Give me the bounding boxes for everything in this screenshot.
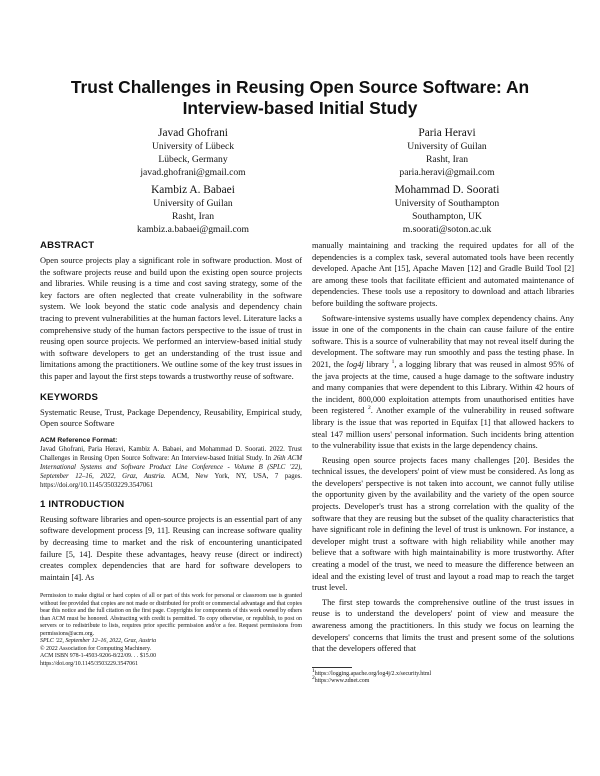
body-paragraph-3: Reusing open source projects faces many challenges [20]. Besides the technical issues, the developers' point of view must be considered. As long as the developers' perspective is not taken into account, we cannot fully utilise the opportunity given by the availability and the variety of the open source projects. Developer's trust has a strong correlation with the quality of the software that they are reusing but the subset of the quality characteristics that have significant role in defining the level of trust is unknown. For instance, a developer might trust a software with high reliability while another may believe that a software with high maintainability is more trustworthy. After creating a model of the trust, we need to measure the difference between an ideal and the existing level of trust and layout a road map to reach the target trust level.: [312, 455, 574, 593]
acm-reference-heading: ACM Reference Format:: [40, 436, 118, 444]
author-name: Mohammad D. Soorati: [394, 184, 500, 196]
paper-title-line-2: Interview-based Initial Study: [182, 98, 418, 118]
doi-line: https://doi.org/10.1145/3503229.3547061: [40, 660, 139, 667]
paper-title-line-1: Trust Challenges in Reusing Open Source Software: An: [70, 77, 530, 97]
copyright-line: © 2022 Association for Computing Machinery.: [40, 645, 152, 652]
author-email: javad.ghofrani@gmail.com: [140, 166, 246, 178]
left-column: [40, 240, 302, 668]
author-name: Kambiz A. Babaei: [151, 184, 235, 196]
paragraph-2-part-b: library: [363, 359, 392, 369]
author-affiliation: University of Southampton: [394, 198, 500, 209]
permission-venue: [40, 638, 302, 646]
footnote-url[interactable]: https://www.zdnet.com: [314, 678, 370, 685]
acm-reference-venue: 26th ACM International Systems and Software Product Line Conference - Volume B (SPLC '22), September 12–16, 2022, Graz, Austria.: [40, 454, 302, 480]
acm-reference-tail: ACM, New York, NY, USA, 7 pages. https://doi.org/10.1145/3503229.3547061: [40, 472, 302, 489]
footnote-2: [312, 675, 574, 686]
body-paragraph-1: manually maintaining and tracking the required updates for all of the dependencies is a complex task, several automated tools have been recently developed. Apache Ant [15], Apache Maven [12] and Gradle Build Tool [2] are among these tools that facilitate efficient and automated maintenance of dependencies. These tools use a repository to download and attach libraries before building the software projects.: [312, 241, 574, 308]
author-email: kambiz.a.babaei@gmail.com: [137, 223, 249, 235]
footnote-divider: [312, 667, 352, 668]
log4j-library-name: log4j: [346, 359, 364, 369]
right-column: [312, 240, 574, 686]
author-block-2: [342, 126, 552, 179]
permission-notice: Permission to make digital or hard copies of all or part of this work for personal or classroom use is granted without fee provided that copies are not made or distributed for profit or commercial advantage and that copies bear this notice and the full citation on the first page. Copyrights for components of this work owned by others than ACM must be honored. Abstracting with credit is permitted. To copy otherwise, or republish, to post on servers or to redistribute to lists, requires prior specific permission and/or a fee. Request permissions from permissions@acm.org.: [40, 593, 302, 637]
abstract-text: Open source projects play a significant role in software production. Most of the software projects reuse and build upon the existing open source projects and libraries. While reusing is a time and cost saving strategy, some of the key factors are often neglected that create vulnerability in the software system. We look beyond the static code analysis and dependency chain tracing to prevent vulnerabilities at the human factors level. Literature lacks a comprehensive study of the human factors perspective to the issue of trust in reusing open source projects. We performed an interview-based initial study with software developers to get an understanding of the trust issue and limitations among the practitioners. We outline some of the key trust issues in this paper and layout the first steps towards a trustworthy reuse of software.: [40, 256, 302, 381]
author-affiliation: University of Lübeck: [151, 141, 235, 152]
footnote-number: 1: [312, 667, 315, 674]
footnote-marker-2[interactable]: 2: [367, 405, 371, 412]
acm-reference-authors: Javad Ghofrani, Paria Heravi, Kambiz A. Babaei, and Mohammad D. Soorati. 2022. Trust Challenges in Reusing Open Source Software: An Interview-based Initial Study. In: [40, 445, 302, 462]
author-block-4: [342, 183, 552, 236]
author-block-3: [88, 183, 298, 236]
author-location: Rasht, Iran: [425, 153, 469, 165]
author-name: Paria Heravi: [418, 127, 476, 139]
footnote-url[interactable]: https://logging.apache.org/log4j/2.x/security.html: [314, 670, 432, 677]
body-paragraph-4: The first step towards the comprehensive outline of the trust issues in reuse is to understand the developers' point of view and measure the awareness among the practitioners. In this study we focus on learning the developers' concerns that limits the trust and present some of the solutions that the developers offered that: [312, 597, 574, 654]
author-location: Lübeck, Germany: [158, 153, 228, 165]
paper-title: [40, 77, 560, 119]
author-affiliation: University of Guilan: [153, 198, 233, 209]
abstract-heading: ABSTRACT: [40, 240, 95, 251]
author-email: paria.heravi@gmail.com: [399, 166, 495, 178]
permission-venue-text: SPLC '22, September 12–16, 2022, Graz, Austria: [40, 638, 157, 645]
keywords-heading: KEYWORDS: [40, 391, 99, 403]
body-paragraph-2: [312, 313, 574, 452]
author-email: m.soorati@soton.ac.uk: [402, 223, 492, 235]
paragraph-2-part-c: , a logging library that was reused in almost 95% of the java projects at the time, caused a huge damage to the software industry and many companies that were dependent to this Library. Within 42 hours of the incident, 800,000 exploitation attempts from unauthorised entities have been registered: [312, 359, 574, 416]
introduction-text: Reusing software libraries and open-source projects is an essential part of any software development process [9, 11]. Reusing can increase software quality by decreasing time to market and the risk of encountering unanticipated failure [5, 14]. Despite these advantages, heavy reuse (direct or indirect) creates complex dependencies that are hard for software developers to maintain [4]. As: [40, 514, 302, 582]
paragraph-2-part-d: . Another example of the vulnerability in reused software library is the issue that was reported in Equifax [1] that allowed hackers to steal 147 million users' personal information. Such incidents bring attention to the vulnerability issue that exists in the large dependency chains.: [312, 406, 574, 451]
footnote-marker-1[interactable]: 1: [391, 359, 395, 366]
author-affiliation: University of Guilan: [407, 141, 487, 152]
acm-reference-text: [40, 445, 302, 490]
paragraph-2-part-a: Software-intensive systems usually have complex dependency chains. Any issue in one of the components in the chain can cause failure of the entire software. This is a source of vulnerability that may not reveal itself during the development. The software may run smoothly and pass the testing phase. In 2021, the: [312, 313, 574, 369]
isbn-line: ACM ISBN 978-1-4503-9206-8/22/09. . . $15.00: [40, 653, 157, 660]
introduction-heading: 1 INTRODUCTION: [40, 498, 125, 510]
footnote-number: 2: [312, 675, 315, 682]
keywords-text: Systematic Reuse, Trust, Package Dependency, Reusability, Empirical study, Open source Software: [40, 407, 302, 429]
author-location: Southampton, UK: [412, 210, 482, 222]
author-block-1: [88, 126, 298, 179]
author-location: Rasht, Iran: [171, 210, 215, 222]
author-name: Javad Ghofrani: [158, 127, 228, 139]
